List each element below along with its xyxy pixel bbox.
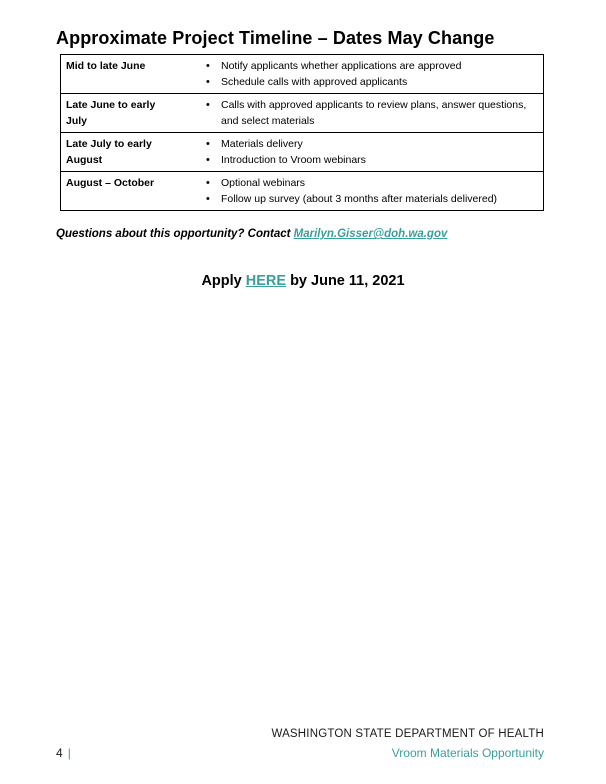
activity-list (182, 58, 539, 90)
timeline-activities (182, 94, 544, 133)
activity-item: • Optional webinars (206, 175, 539, 191)
contact-line (56, 228, 447, 240)
activity-list (182, 97, 539, 129)
page-title: Approximate Project Timeline – Dates May Change (56, 28, 495, 48)
activity-list (182, 175, 539, 207)
page-separator: | (67, 746, 71, 760)
apply-deadline: by June 11, 2021 (286, 273, 405, 289)
timeline-activities (182, 133, 544, 172)
apply-here-link[interactable]: HERE (245, 273, 287, 289)
page-number (56, 746, 71, 760)
timeline-activities (182, 172, 544, 211)
contact-prefix: Questions about this opportunity? Contact (56, 228, 294, 240)
activity-item: • Materials delivery (206, 136, 539, 152)
activity-item: • Calls with approved applicants to review plans, answer questions, and select materials (206, 97, 539, 129)
activity-item: • Notify applicants whether applications are approved (206, 58, 539, 74)
timeline-table (60, 54, 544, 211)
footer-subtitle: Vroom Materials Opportunity (391, 746, 544, 760)
apply-prefix: Apply (201, 273, 246, 289)
timeline-row (61, 94, 544, 133)
apply-line (0, 273, 606, 289)
activity-item: • Introduction to Vroom webinars (206, 152, 539, 168)
activity-item: • Schedule calls with approved applicants (206, 74, 539, 90)
page-number-value: 4 (56, 746, 63, 760)
timeline-period: August – October (61, 172, 183, 211)
timeline-row (61, 55, 544, 94)
footer-organization: WASHINGTON STATE DEPARTMENT OF HEALTH (271, 728, 544, 740)
activity-list (182, 136, 539, 168)
contact-email-link[interactable]: Marilyn.Gisser@doh.wa.gov (293, 228, 448, 240)
timeline-period: Late June to early July (61, 94, 183, 133)
timeline-row (61, 133, 544, 172)
timeline-period: Mid to late June (61, 55, 183, 94)
timeline-row (61, 172, 544, 211)
timeline-activities (182, 55, 544, 94)
activity-item: • Follow up survey (about 3 months after materials delivered) (206, 191, 539, 207)
timeline-period: Late July to early August (61, 133, 183, 172)
